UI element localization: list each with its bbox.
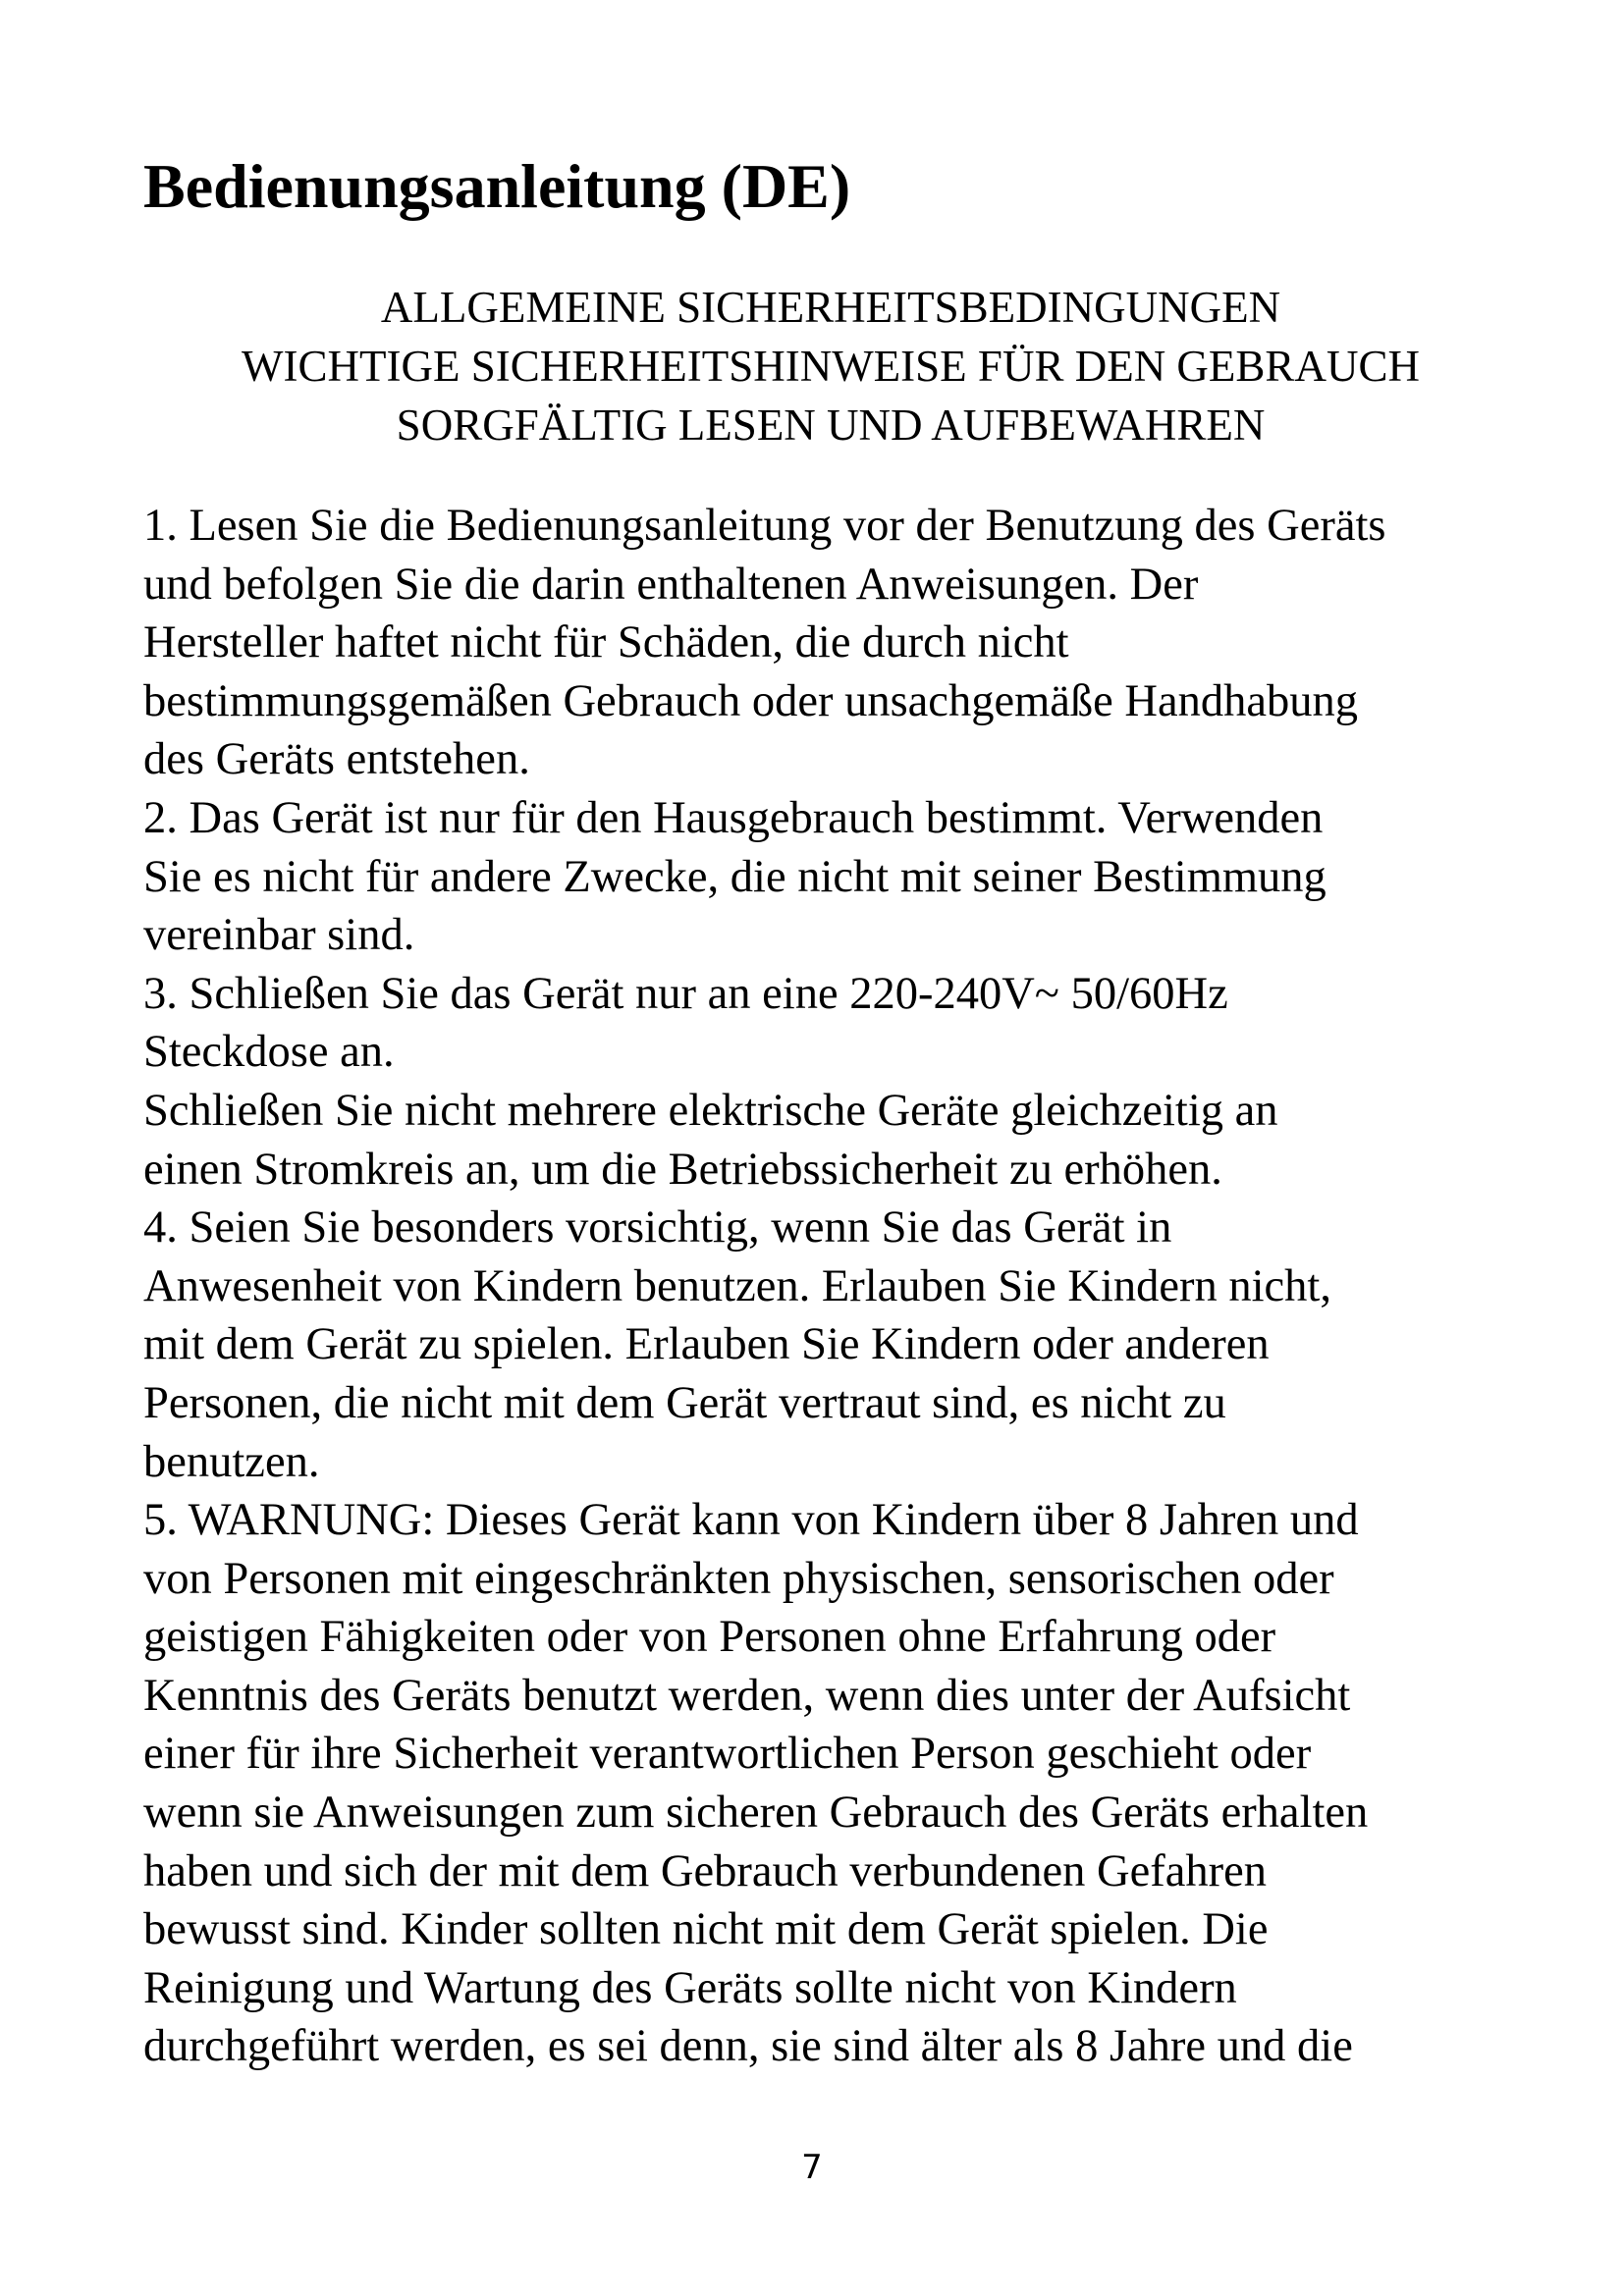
text-line: Hersteller haftet nicht für Schäden, die durch nicht <box>143 617 1069 668</box>
subheading-read-and-keep: SORGFÄLTIG LESEN UND AUFBEWAHREN <box>396 400 1266 450</box>
text-line: 4. Seien Sie besonders vorsichtig, wenn Sie das Gerät in <box>143 1202 1172 1254</box>
text-line: einer für ihre Sicherheit verantwortlichen Person geschieht oder <box>143 1729 1312 1780</box>
subheading-general-safety: ALLGEMEINE SICHERHEITSBEDINGUNGEN <box>380 283 1281 332</box>
text-line: und befolgen Sie die darin enthaltenen Anweisungen. Der <box>143 559 1199 610</box>
text-line: haben und sich der mit dem Gebrauch verbundenen Gefahren <box>143 1845 1267 1896</box>
text-line: 2. Das Gerät ist nur für den Hausgebrauch bestimmt. Verwenden <box>143 792 1324 843</box>
text-line: Personen, die nicht mit dem Gerät vertraut sind, es nicht zu <box>143 1377 1226 1428</box>
text-line: wenn sie Anweisungen zum sicheren Gebrauch des Geräts erhalten <box>143 1788 1369 1839</box>
text-line: Steckdose an. <box>143 1027 395 1078</box>
text-line: 3. Schließen Sie das Gerät nur an eine 220-240V~ 50/60Hz <box>143 968 1228 1019</box>
text-line: 5. WARNUNG: Dieses Gerät kann von Kindern über 8 Jahren und <box>143 1495 1359 1546</box>
text-line: Anwesenheit von Kindern benutzen. Erlauben Sie Kindern nicht, <box>143 1260 1331 1311</box>
text-line: 1. Lesen Sie die Bedienungsanleitung vor der Benutzung des Geräts <box>143 501 1386 551</box>
text-line: bewusst sind. Kinder sollten nicht mit dem Gerät spielen. Die <box>143 1904 1269 1955</box>
page-title: Bedienungsanleitung (DE) <box>143 151 851 221</box>
text-line: Reinigung und Wartung des Geräts sollte nicht von Kindern <box>143 1962 1237 2013</box>
text-line: Sie es nicht für andere Zwecke, die nicht mit seiner Bestimmung <box>143 851 1326 902</box>
text-line: Kenntnis des Geräts benutzt werden, wenn dies unter der Aufsicht <box>143 1670 1351 1721</box>
page-number: 7 <box>801 2148 823 2187</box>
text-line: von Personen mit eingeschränkten physischen, sensorischen oder <box>143 1553 1334 1604</box>
text-line: vereinbar sind. <box>143 910 415 961</box>
text-line: des Geräts entstehen. <box>143 734 530 785</box>
subheading-important-instructions: WICHTIGE SICHERHEITSHINWEISE FÜR DEN GEBRAUCH <box>242 342 1420 391</box>
safety-subheadings <box>143 278 1518 454</box>
safety-instructions-text <box>143 497 1538 2076</box>
text-line: mit dem Gerät zu spielen. Erlauben Sie Kindern oder anderen <box>143 1319 1270 1370</box>
text-line: benutzen. <box>143 1436 320 1487</box>
text-line: durchgeführt werden, es sei denn, sie sind älter als 8 Jahre und die <box>143 2021 1353 2072</box>
text-line: einen Stromkreis an, um die Betriebssicherheit zu erhöhen. <box>143 1144 1222 1195</box>
text-line: geistigen Fähigkeiten oder von Personen ohne Erfahrung oder <box>143 1612 1276 1663</box>
text-line: bestimmungsgemäßen Gebrauch oder unsachgemäße Handhabung <box>143 675 1359 726</box>
text-line: Schließen Sie nicht mehrere elektrische Geräte gleichzeitig an <box>143 1085 1278 1136</box>
